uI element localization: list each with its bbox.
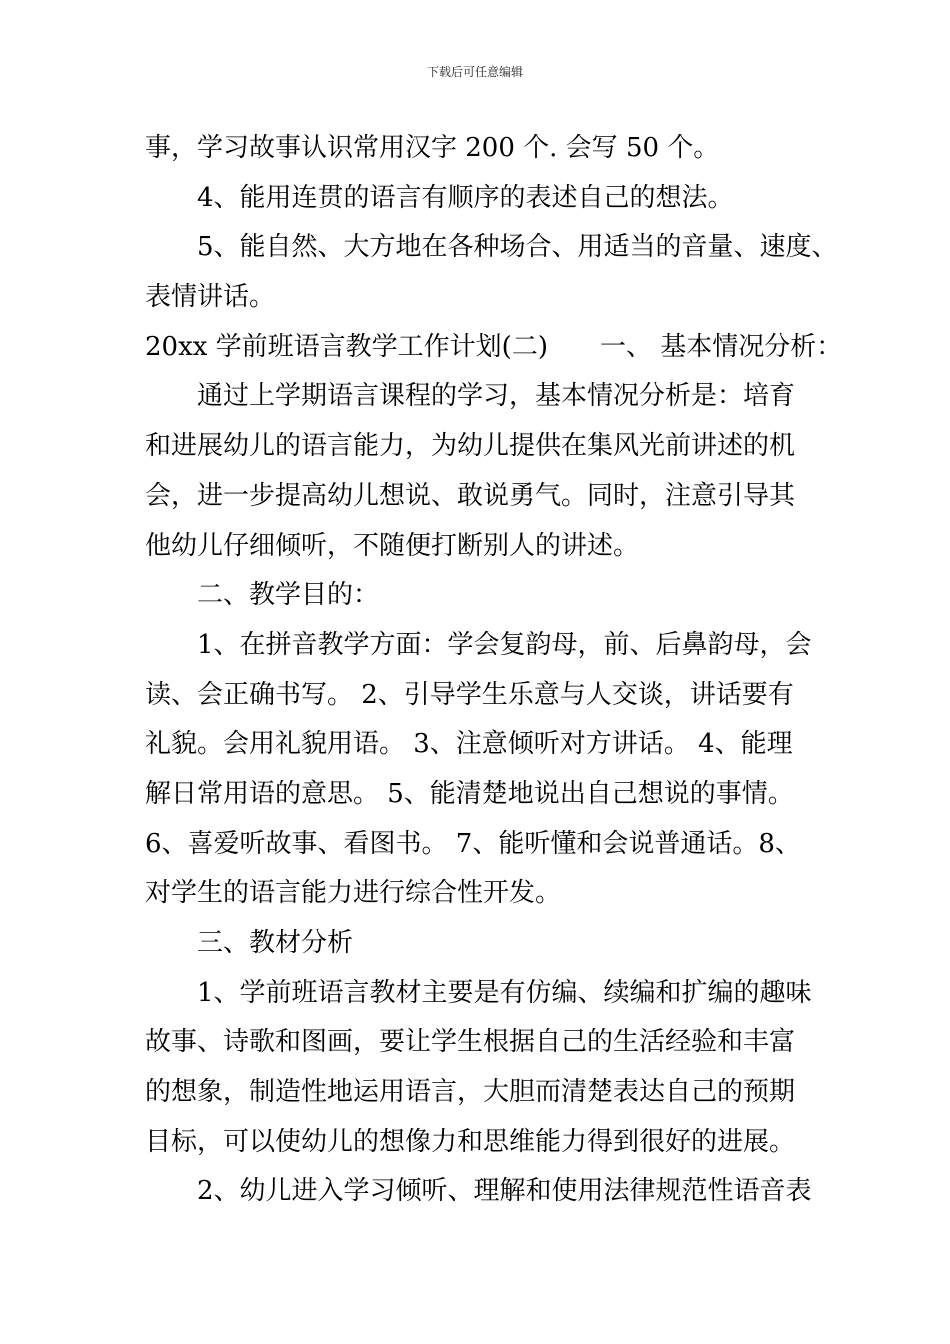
page-header: 下载后可任意编辑: [426, 65, 523, 79]
text-line: 事，学习故事认识常用汉字 200 个. 会写 50 个。: [145, 133, 720, 163]
text-line: 他幼儿仔细倾听，不随便打断别人的讲述。: [145, 530, 640, 561]
text-line: 5、能自然、大方地在各种场合、用适当的音量、速度、: [197, 232, 838, 263]
text-line: 会，进一步提高幼儿想说、敢说勇气。同时，注意引导其: [145, 480, 796, 511]
document-body: [145, 124, 843, 1217]
text-line: 目标，可以使幼儿的想像力和思维能力得到很好的进展。: [145, 1126, 796, 1157]
text-line: 对学生的语言能力进行综合性开发。: [145, 878, 562, 909]
text-line: 礼貌。会用礼貌用语。 3、注意倾听对方讲话。 4、能理: [145, 729, 793, 760]
section-heading: 三、教材分析: [197, 928, 354, 958]
text-line: 故事、诗歌和图画，要让学生根据自己的生活经验和丰富: [145, 1027, 796, 1058]
text-line: 2、幼儿进入学习倾听、理解和使用法律规范性语音表: [197, 1176, 812, 1207]
text-line: 1、在拼音教学方面：学会复韵母，前、后鼻韵母，会: [197, 629, 812, 660]
text-line: 表情讲话。: [145, 282, 276, 313]
text-line: 6、喜爱听故事、看图书。 7、能听懂和会说普通话。8、: [145, 828, 801, 859]
text-line: 的想象，制造性地运用语言，大胆而清楚表达自己的预期: [145, 1077, 796, 1108]
section-title-line: 20xx 学前班语言教学工作计划(二) 一、 基本情况分析：: [145, 331, 843, 362]
text-line: 读、会正确书写。 2、引导学生乐意与人交谈，讲话要有: [145, 679, 794, 710]
text-line: 4、能用连贯的语言有顺序的表述自己的想法。: [197, 182, 734, 213]
text-line: 通过上学期语言课程的学习，基本情况分析是：培育: [197, 381, 796, 412]
text-line: 和进展幼儿的语言能力，为幼儿提供在集风光前讲述的机: [145, 431, 796, 462]
section-heading: 二、教学目的：: [197, 580, 380, 611]
text-line: 解日常用语的意思。 5、能清楚地说出自己想说的事情。: [145, 778, 794, 809]
text-line: 1、学前班语言教材主要是有仿编、续编和扩编的趣味: [197, 977, 812, 1008]
